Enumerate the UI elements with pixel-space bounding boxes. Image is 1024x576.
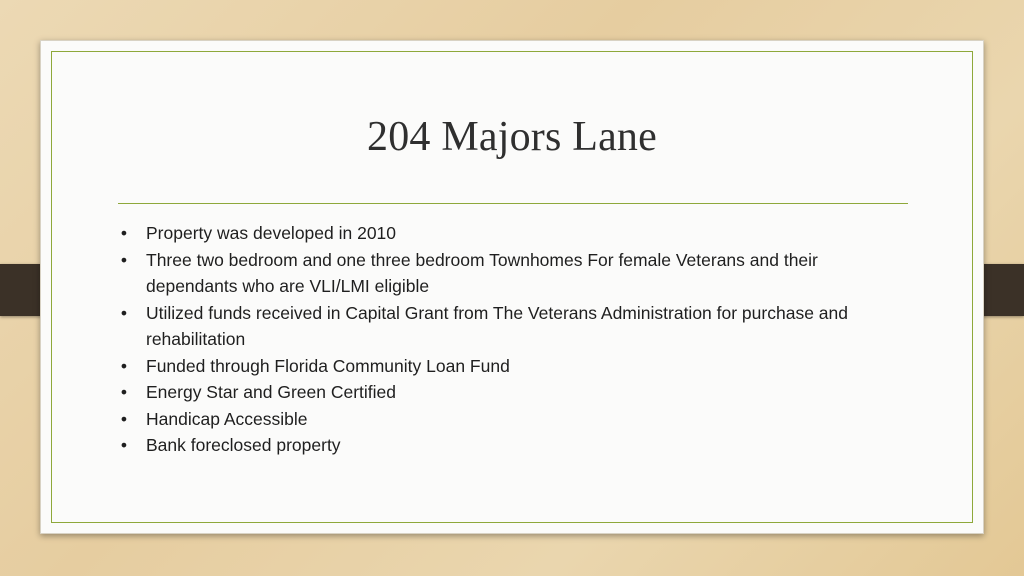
bullet-text: Energy Star and Green Certified xyxy=(146,382,396,402)
bullet-text: Bank foreclosed property xyxy=(146,435,341,455)
bullet-text: Handicap Accessible xyxy=(146,408,308,429)
bullet-icon: • xyxy=(120,408,128,429)
bullet-item xyxy=(120,247,906,300)
bullet-icon: • xyxy=(120,302,128,323)
bullet-text: Three two bedroom and one three bedroom Townhomes For female Veterans and their dependants who are VLI/LMI eligible xyxy=(146,249,818,296)
bullet-icon: • xyxy=(120,355,128,376)
bullet-text: Property was developed in 2010 xyxy=(146,223,397,243)
bullet-icon: • xyxy=(120,382,128,402)
bullet-item xyxy=(120,432,906,459)
bullet-icon: • xyxy=(120,249,128,270)
bullet-item xyxy=(120,379,906,406)
bullet-item xyxy=(120,300,906,353)
bullet-text: Utilized funds received in Capital Grant from The Veterans Administration for purchase and rehabilitation xyxy=(146,302,848,349)
bullet-item xyxy=(120,220,906,247)
bullet-item xyxy=(120,406,906,433)
slide-card xyxy=(40,40,984,534)
title-divider xyxy=(118,203,908,204)
slide-title: 204 Majors Lane xyxy=(367,114,657,160)
bullet-icon: • xyxy=(120,223,128,243)
bullet-icon: • xyxy=(120,435,128,455)
bullet-item xyxy=(120,353,906,380)
bullet-text: Funded through Florida Community Loan Fund xyxy=(146,355,510,376)
bullet-list xyxy=(120,220,906,459)
